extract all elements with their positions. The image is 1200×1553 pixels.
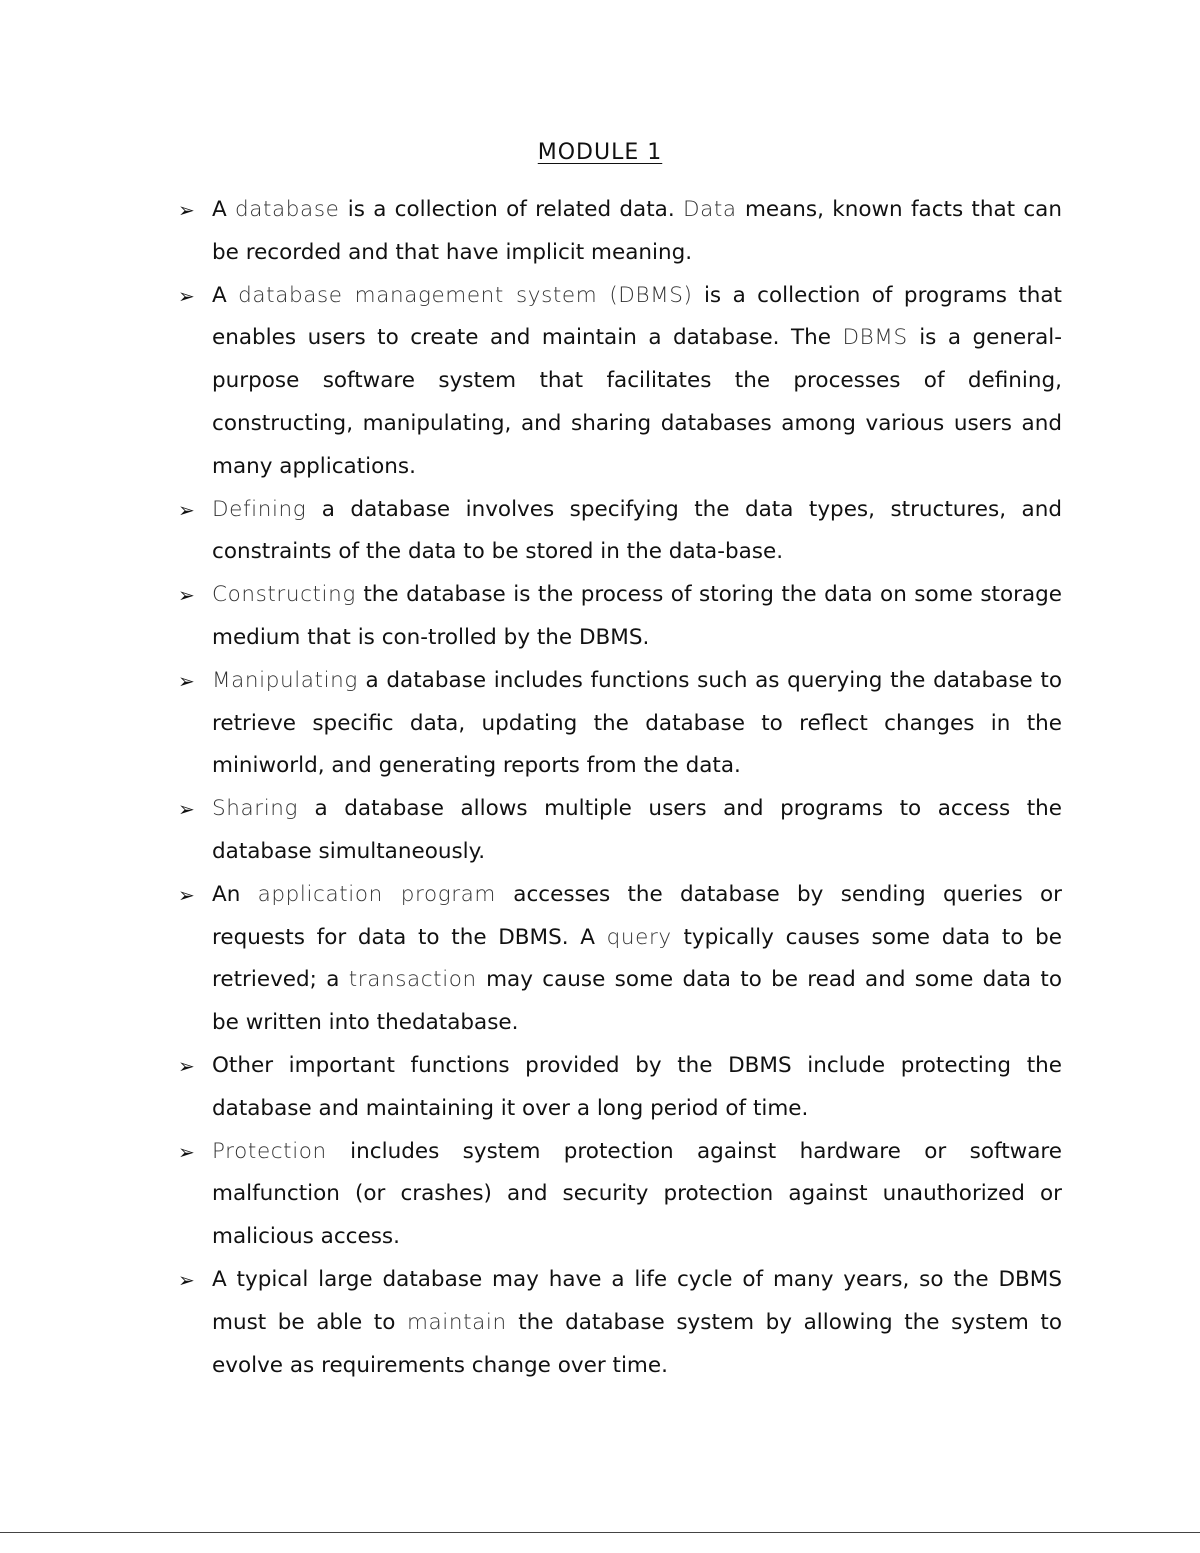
key-term: query	[606, 924, 672, 950]
bullet-arrow-icon: ➢	[178, 668, 195, 693]
bullet-text: An	[212, 881, 258, 907]
bullet-item	[178, 189, 1062, 275]
key-term: application program	[257, 881, 496, 907]
bullet-arrow-icon: ➢	[178, 882, 195, 907]
bullet-item	[178, 660, 1062, 788]
bullet-arrow-icon: ➢	[178, 497, 195, 522]
key-term: database management system (DBMS)	[238, 282, 693, 308]
bullet-item	[178, 574, 1062, 660]
bullet-text: A	[212, 282, 239, 308]
key-term: maintain	[406, 1309, 507, 1335]
bullet-text: a database involves specifying the data types, structures, and constraints of the data to be stored in the data-base.	[212, 496, 1062, 565]
bullet-text: is a collection of related data.	[339, 197, 683, 222]
bullet-text: A typical large database may have a life cycle of many years, so the DBMS must be able to	[212, 1266, 1062, 1335]
bullet-text: a database includes functions such as querying the database to retrieve specific data, updating the database to reflect changes in the miniworld, and generating reports from the data.	[212, 667, 1062, 779]
bullet-item	[178, 1045, 1062, 1131]
bullet-text: typically causes some data to be retrieved; a	[212, 924, 1062, 993]
key-term: Data	[682, 197, 737, 222]
bullet-text: Other important functions provided by the DBMS include protecting the database and maintaining it over a long period of time.	[212, 1052, 1062, 1121]
bullet-text: the database is the process of storing the data on some storage medium that is con-trolled by the DBMS.	[212, 582, 1062, 650]
bullet-text: the database system by allowing the system to evolve as requirements change over time.	[212, 1309, 1062, 1378]
bullet-arrow-icon: ➢	[178, 283, 195, 308]
bullet-arrow-icon: ➢	[178, 1267, 195, 1292]
key-term: database	[234, 197, 340, 222]
bullet-arrow-icon: ➢	[178, 1139, 195, 1164]
bullet-item	[178, 874, 1062, 1045]
bullet-arrow-icon: ➢	[178, 583, 195, 608]
key-term: Sharing	[212, 796, 298, 822]
key-term: DBMS	[842, 325, 908, 351]
bullet-item	[178, 1259, 1062, 1387]
bullet-text: may cause some data to be read and some data to be written into thedatabase.	[212, 967, 1062, 1036]
page-title	[0, 140, 1200, 165]
page-bottom-divider	[0, 1532, 1200, 1533]
bullet-list	[178, 189, 1062, 1387]
bullet-text: a database allows multiple users and programs to access the database simultaneously.	[212, 796, 1062, 864]
bullet-item	[178, 275, 1062, 489]
bullet-text: is a collection of programs that enables users to create and maintain a database. The	[212, 282, 1062, 351]
key-term: Manipulating	[212, 667, 358, 693]
bullet-text: is a general-purpose software system that facilitates the processes of defining, constructing, manipulating, and sharing databases among various users and many applications.	[212, 325, 1062, 479]
bullet-arrow-icon: ➢	[178, 797, 195, 822]
key-term: Protection	[212, 1138, 327, 1164]
bullet-text: includes system protection against hardware or software malfunction (or crashes) and security protection against unauthorized or malicious access.	[212, 1138, 1062, 1250]
page-title-text: MODULE 1	[537, 140, 663, 165]
key-term: Defining	[212, 496, 307, 522]
bullet-item	[178, 489, 1062, 575]
bullet-arrow-icon: ➢	[178, 1053, 195, 1078]
bullet-arrow-icon: ➢	[178, 198, 195, 222]
key-term: Constructing	[212, 582, 356, 608]
bullet-item	[178, 788, 1062, 874]
bullet-text: A	[212, 197, 235, 222]
bullet-item	[178, 1131, 1062, 1259]
bullet-text: means, known facts that can be recorded and that have implicit meaning.	[212, 197, 1062, 265]
key-term: transaction	[348, 967, 477, 993]
bullet-text: accesses the database by sending queries or requests for data to the DBMS. A	[212, 881, 1062, 950]
